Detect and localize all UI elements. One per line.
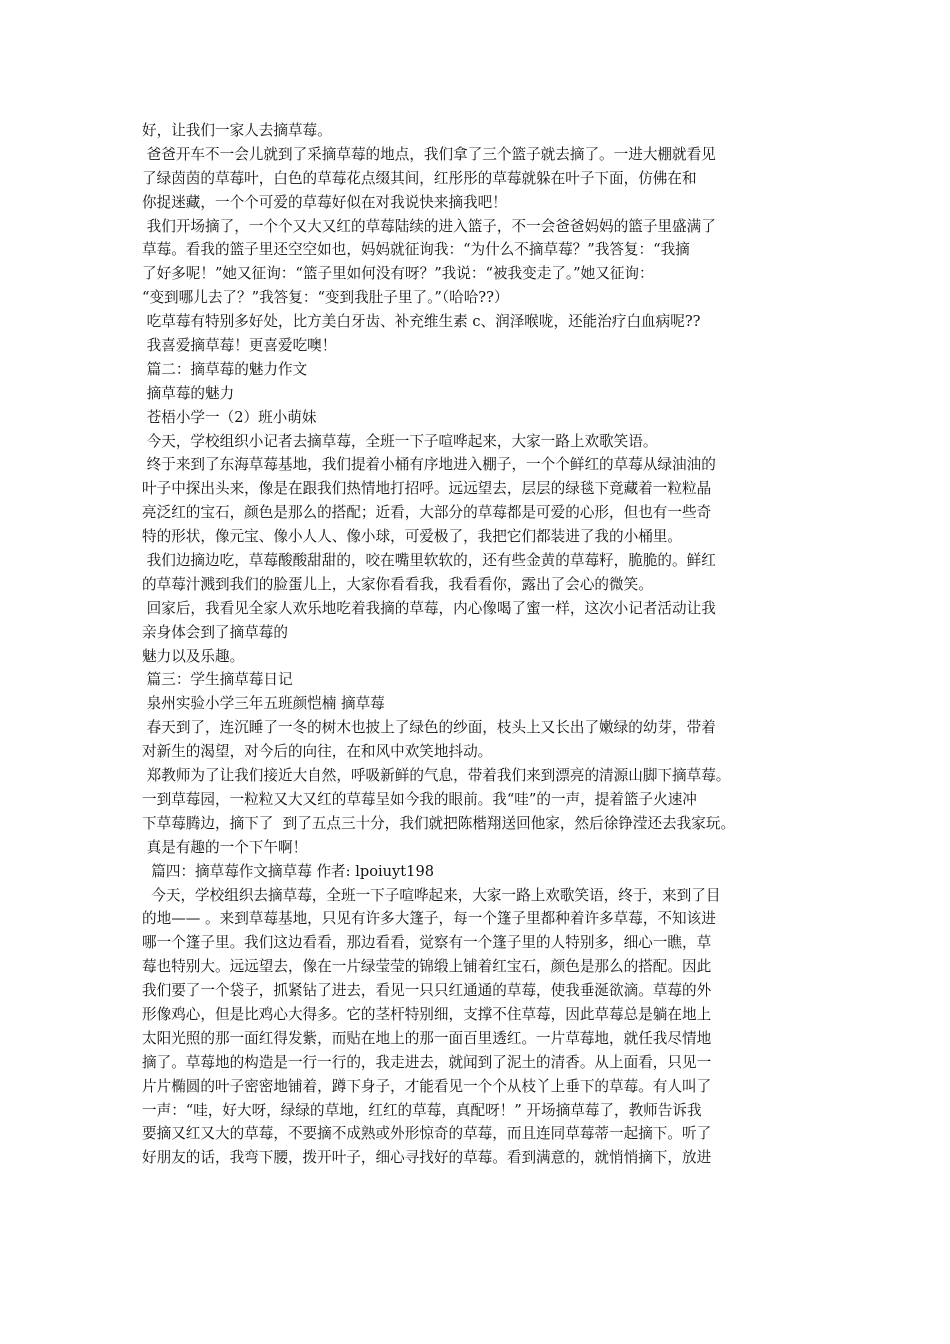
text-line: 哪一个篷子里。我们这边看看，那边看看，觉察有一个篷子里的人特别多，细心一瞧，草 (142, 934, 712, 952)
text-line: 泉州实验小学三年五班颜恺楠 摘草莓 (142, 695, 385, 713)
text-line: 今天，学校组织小记者去摘草莓，全班一下子喧哗起来，大家一路上欢歌笑语。 (142, 432, 658, 450)
text-line: 太阳光照的那一面红得发紫，而贴在地上的那一面百里透红。一片草莓地，就任我尽情地 (142, 1029, 712, 1047)
text-line: 回家后，我看见全家人欢乐地吃着我摘的草莓，内心像喝了蜜一样，这次小记者活动让我 (142, 599, 716, 617)
text-line: 了绿茵茵的草莓叶，白色的草莓花点缀其间，红彤彤的草莓就躲在叶子下面，仿佛在和 (142, 169, 697, 187)
text-line: 魅力以及乐趣。 (142, 647, 245, 665)
document-body (142, 119, 810, 1170)
text-line: 好，让我们一家人去摘草莓。 (142, 122, 332, 139)
text-line: 要摘又红又大的草莓，不要摘不成熟或外形惊奇的草莓，而且连同草莓蒂一起摘下。听了 (142, 1125, 712, 1143)
text-line: 终于来到了东海草莓基地，我们提着小桶有序地进入棚子，一个个鲜红的草莓从绿油油的 (142, 456, 716, 474)
text-line: 今天，学校组织去摘草莓，全班一下子喧哗起来，大家一路上欢歌笑语，终于，来到了目 (142, 886, 721, 904)
text-line: 你捉迷藏，一个个可爱的草莓好似在对我说快来摘我吧！ (142, 193, 507, 211)
text-line: 的地—— 。来到草莓基地，只见有许多大篷子，每一个篷子里都种着许多草莓，不知该进 (142, 910, 716, 928)
text-line: 篇三：学生摘草莓日记 (142, 671, 293, 689)
text-line: 形像鸡心，但是比鸡心大得多。它的茎杆特别细，支撑不住草莓，因此草莓总是躺在地上 (142, 1005, 712, 1023)
text-line: 篇二：摘草莓的魅力作文 (142, 360, 308, 378)
text-line: 好朋友的话，我弯下腰，拨开叶子，细心寻找好的草莓。看到满意的，就悄悄摘下，放进 (142, 1149, 712, 1167)
text-line: 真是有趣的一个下午啊！ (142, 838, 308, 856)
text-line: 一声：“哇，好大呀，绿绿的草地，红红的草莓，真配呀！” 开场摘草莓了，教师告诉我 (142, 1101, 702, 1119)
text-line: 我喜爱摘草莓！更喜爱吃噢！ (142, 337, 337, 355)
text-line: 对新生的渴望，对今后的向往，在和风中欢笑地抖动。 (142, 743, 493, 761)
text-line: 草莓。看我的篮子里还空空如也，妈妈就征询我：“为什么不摘草莓？”我答复：“我摘 (142, 241, 690, 259)
text-line: 篇四：摘草莓作文摘草莓 作者: lpoiuyt198 (142, 862, 435, 880)
text-line: 摘了。草莓地的构造是一行一行的，我走进去，就闻到了泥土的清香。从上面看，只见一 (142, 1053, 712, 1071)
text-line: 摘草莓的魅力 (142, 384, 235, 402)
text-line: 片片椭圆的叶子密密地铺着，蹲下身子，才能看见一个个从枝丫上垂下的草莓。有人叫了 (142, 1077, 712, 1095)
text-line: 了好多呢！”她又征询：“篮子里如何没有呀？”我说：“被我变走了。”她又征询： (142, 265, 654, 283)
text-line: “变到哪儿去了？”我答复：“变到我肚子里了。”（哈哈??） (142, 289, 509, 307)
text-line: 特的形状，像元宝、像小人人、像小球，可爱极了，我把它们都装进了我的小桶里。 (142, 528, 682, 546)
text-line: 吃草莓有特别多好处，比方美白牙齿、补充维生素 c、润泽喉咙，还能治疗白血病呢?? (142, 313, 701, 331)
text-line: 的草莓汁溅到我们的脸蛋儿上，大家你看看我，我看看你，露出了会心的微笑。 (142, 575, 653, 593)
text-line: 爸爸开车不一会儿就到了采摘草莓的地点，我们拿了三个篮子就去摘了。一进大棚就看见 (142, 145, 716, 163)
text-line: 我们开场摘了，一个个又大又红的草莓陆续的进入篮子，不一会爸爸妈妈的篮子里盛满了 (142, 217, 716, 235)
text-line: 郑教师为了让我们接近大自然，呼吸新鲜的气息，带着我们来到漂亮的清源山脚下摘草莓。 (142, 767, 731, 785)
text-line: 下草莓腾边，摘下了 到了五点三十分，我们就把陈楷翔送回他家，然后徐铮滢还去我家玩。 (142, 814, 736, 832)
text-line: 亮泛红的宝石，颜色是那么的搭配；近看，大部分的草莓都是可爱的心形，但也有一些奇 (142, 504, 712, 522)
text-line: 叶子中探出头来，像是在跟我们热情地打招呼。远远望去，层层的绿毯下竟藏着一粒粒晶 (142, 480, 712, 498)
text-line: 我们要了一个袋子，抓紧钻了进去，看见一只只红通通的草莓，使我垂涎欲滴。草莓的外 (142, 982, 712, 1000)
text-line: 一到草莓园，一粒粒又大又红的草莓呈如今我的眼前。我“哇”的一声，提着篮子火速冲 (142, 790, 697, 808)
text-line: 我们边摘边吃，草莓酸酸甜甜的，咬在嘴里软软的，还有些金黄的草莓籽，脆脆的。鲜红 (142, 552, 716, 570)
text-line: 苍梧小学一（2）班小萌妹 (142, 408, 317, 426)
text-line: 春天到了，连沉睡了一冬的树木也披上了绿色的纱面，枝头上又长出了嫩绿的幼芽，带着 (142, 719, 716, 737)
text-line: 亲身体会到了摘草莓的 (142, 623, 288, 641)
text-line: 莓也特别大。远远望去，像在一片绿莹莹的锦缎上铺着红宝石，颜色是那么的搭配。因此 (142, 958, 712, 976)
